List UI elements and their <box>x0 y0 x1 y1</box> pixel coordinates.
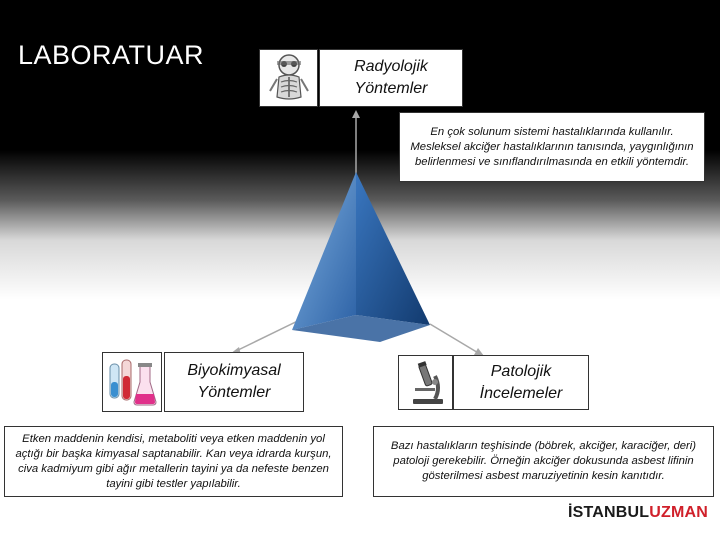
test-tubes-icon <box>106 356 158 408</box>
radiology-description: En çok solunum sistemi hastalıklarında kullanılır. Mesleksel akciğer hastalıklarının tanısında, yaygınlığının belirlenmesi ve sınıflandırılmasında en etkili yöntemdir. <box>399 112 705 182</box>
microscope-icon <box>405 360 447 406</box>
page-title: LABORATUAR <box>18 40 205 70</box>
pathology-description: Bazı hastalıkların teşhisinde (böbrek, akciğer, karaciğer, deri) patoloji gerekebilir. Örneğin akciğer dokusunda asbest lifinin gösterilmesi asbest maruziyetinin kesin kanıtıdır. <box>373 426 714 497</box>
brand-logo <box>568 504 708 522</box>
pyramid-left-face <box>292 172 356 330</box>
pyramid-right-face <box>356 172 430 325</box>
biochemistry-icon-frame <box>102 352 162 412</box>
arrow-top <box>352 110 360 118</box>
brand-part-1: İSTANBUL <box>567 504 650 521</box>
pathology-icon-frame <box>398 355 453 410</box>
xray-skeleton-icon <box>267 53 311 103</box>
brand-part-2: UZMAN <box>649 504 708 521</box>
radiology-icon-frame <box>259 49 318 107</box>
biochemistry-label: Biyokimyasal Yöntemler <box>164 352 304 412</box>
radiology-label: Radyolojik Yöntemler <box>319 49 463 107</box>
pathology-label: Patolojik İncelemeler <box>453 355 589 410</box>
connector-right <box>430 324 480 354</box>
biochemistry-description: Etken maddenin kendisi, metaboliti veya etken maddenin yol açtığı bir başka kimyasal saptanabilir. Kan veya idrarda kurşun, civa kadmiyum gibi ağır metallerin tayini ya da nefeste benzen tayini gibi testler yapılabilir. <box>4 426 343 497</box>
